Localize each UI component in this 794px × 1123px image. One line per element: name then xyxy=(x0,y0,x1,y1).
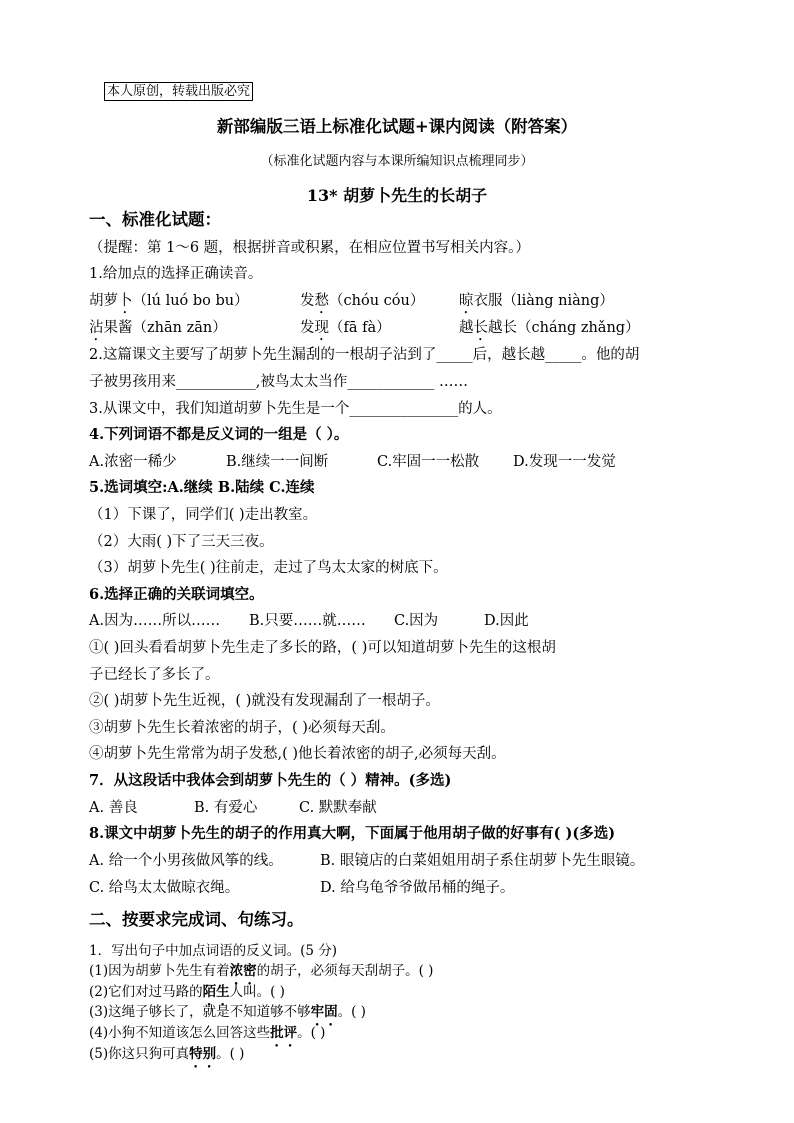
q1-item-pre: 发 xyxy=(300,293,315,309)
s2-item-pre: (1)因为胡萝卜先生有着 xyxy=(89,963,230,979)
q7-prompt: 7．从这段话中我体会到胡萝卜先生的（ ）精神。(多选) xyxy=(89,772,452,789)
q1-item-dot: 卜 xyxy=(118,293,133,309)
s2-item-key: 牢固 xyxy=(310,1004,338,1020)
section1-hint: （提醒：第 1～6 题，根据拼音或积累，在相应位置书写相关内容。） xyxy=(89,240,530,256)
q1-item xyxy=(300,318,391,344)
s2-item-pre: (5)你这只狗可真 xyxy=(89,1046,190,1062)
q2-line: 2.这篇课文主要写了胡萝卜先生漏刮的一根胡子沾到了_____后，越长越_____。他的胡 xyxy=(89,347,640,363)
q6-prompt: 6.选择正确的关联词填空。 xyxy=(89,586,264,603)
q8-option: A. 给一个小男孩做风筝的线。 xyxy=(89,853,283,869)
copyright-stamp: 本人原创，转载出版必究 xyxy=(104,82,253,101)
q4-option: C.牢固一一松散 xyxy=(377,454,480,470)
s2-item-post: 。( ) xyxy=(216,1046,245,1062)
q8-option: C. 给鸟太太做晾衣绳。 xyxy=(89,880,240,896)
q4-option: B.继续一一间断 xyxy=(226,454,329,470)
q5-item: （2）大雨( )下了三天三夜。 xyxy=(89,534,274,550)
q6-option: D.因此 xyxy=(484,613,529,629)
q6-item: ①( )回头看看胡萝卜先生走了多长的路，( )可以知道胡萝卜先生的这根胡 xyxy=(89,640,556,656)
q6-option: B.只要……就…… xyxy=(249,613,366,629)
q4-prompt: 4.下列词语不都是反义词的一组是（ ）。 xyxy=(89,426,349,443)
s2-item-key: 特别 xyxy=(189,1046,217,1062)
q1-item xyxy=(459,291,614,317)
q1-item-post: （lú luó bo bu） xyxy=(132,293,249,309)
q1-item-pre: 越 xyxy=(459,320,474,336)
q1-item-dot: 愁 xyxy=(314,293,329,309)
q1-item-dot: 现 xyxy=(314,320,329,336)
q7-option: B. 有爱心 xyxy=(194,800,258,816)
s2-q1-prompt: 1．写出句子中加点词语的反义词。(5 分) xyxy=(89,943,338,959)
q6-option: A.因为……所以…… xyxy=(89,613,221,629)
s2-item-key: 陌生 xyxy=(202,984,230,1000)
s2-item-post: 。( ) xyxy=(337,1004,366,1020)
s2-item-pre: (2)它们对过马路的 xyxy=(89,984,203,1000)
q5-item: （1）下课了，同学们( )走出教室。 xyxy=(89,507,318,523)
section1-heading: 一、标准化试题： xyxy=(89,210,221,229)
q1-item-post: （chóu cóu） xyxy=(329,293,425,309)
q6-option: C.因为 xyxy=(394,613,439,629)
q5-item: （3）胡萝卜先生( )往前走，走过了鸟太太家的树底下。 xyxy=(89,560,448,576)
s2-q1-item xyxy=(89,1045,244,1071)
q8-option: B. 眼镜店的白菜姐姐用胡子系住胡萝卜先生眼镜。 xyxy=(320,853,645,869)
q1-item-pre: 发 xyxy=(300,320,315,336)
q8-prompt: 8.课文中胡萝卜先生的胡子的作用真大啊，下面属于他用胡子做的好事有( )(多选) xyxy=(89,825,616,842)
q4-option: A.浓密一稀少 xyxy=(89,454,177,470)
q6-item: ③胡萝卜先生长着浓密的胡子，( )必须每天刮。 xyxy=(89,720,395,736)
q1-item-post: 越长（cháng zhǎng） xyxy=(488,320,640,336)
document-subtitle: （标准化试题内容与本课所编知识点梳理同步） xyxy=(260,154,534,169)
q4-option: D.发现一一发觉 xyxy=(513,454,616,470)
q2-line: 子被男孩用来___________,被鸟太太当作____________ …… xyxy=(89,374,468,390)
q1-item xyxy=(89,318,227,344)
q7-option: C. 默默奉献 xyxy=(299,800,377,816)
q1-item-dot: 晾 xyxy=(459,293,474,309)
q1-item-post: （fā fà） xyxy=(329,320,391,336)
lesson-title: 13* 胡萝卜先生的长胡子 xyxy=(306,186,488,205)
q6-item: ②( )胡萝卜先生近视，( )就没有发现漏刮了一根胡子。 xyxy=(89,693,440,709)
q6-item: 子已经长了多长了。 xyxy=(89,667,220,683)
q6-item: ④胡萝卜先生常常为胡子发愁,( )他长着浓密的胡子,必须每天刮。 xyxy=(89,746,506,762)
section2-heading: 二、按要求完成词、句练习。 xyxy=(89,910,304,929)
document-title: 新部编版三语上标准化试题+课内阅读（附答案） xyxy=(216,117,578,136)
s2-item-post: 。( ) xyxy=(297,1025,326,1041)
s2-item-pre: (4)小狗不知道该怎么回答这些 xyxy=(89,1025,271,1041)
q1-prompt: 1.给加点的选择正确读音。 xyxy=(89,266,263,282)
q7-option: A. 善良 xyxy=(89,800,138,816)
q3-text: 3.从课文中，我们知道胡萝卜先生是一个_______________的人。 xyxy=(89,401,502,417)
q1-item-pre: 胡萝 xyxy=(89,293,118,309)
q1-item xyxy=(89,291,249,317)
q1-item-dot: 长 xyxy=(473,320,488,336)
s2-item-key: 批评 xyxy=(270,1025,298,1041)
q1-item-dot: 沾 xyxy=(89,320,104,336)
q1-item xyxy=(459,318,640,344)
q1-item-post: 果酱（zhān zān） xyxy=(103,320,227,336)
s2-item-post: 人叫。( ) xyxy=(229,984,285,1000)
q1-item-post: 衣服（liàng niàng） xyxy=(473,293,614,309)
q8-option: D. 给乌龟爷爷做吊桶的绳子。 xyxy=(320,880,515,896)
s2-item-key: 浓密 xyxy=(229,963,257,979)
s2-item-post: 的胡子，必须每天刮胡子。( ) xyxy=(256,963,434,979)
q1-item xyxy=(300,291,424,317)
s2-item-pre: (3)这绳子够长了，就是不知道够不够 xyxy=(89,1004,311,1020)
q5-prompt: 5.选词填空:A.继续 B.陆续 C.连续 xyxy=(89,479,315,496)
